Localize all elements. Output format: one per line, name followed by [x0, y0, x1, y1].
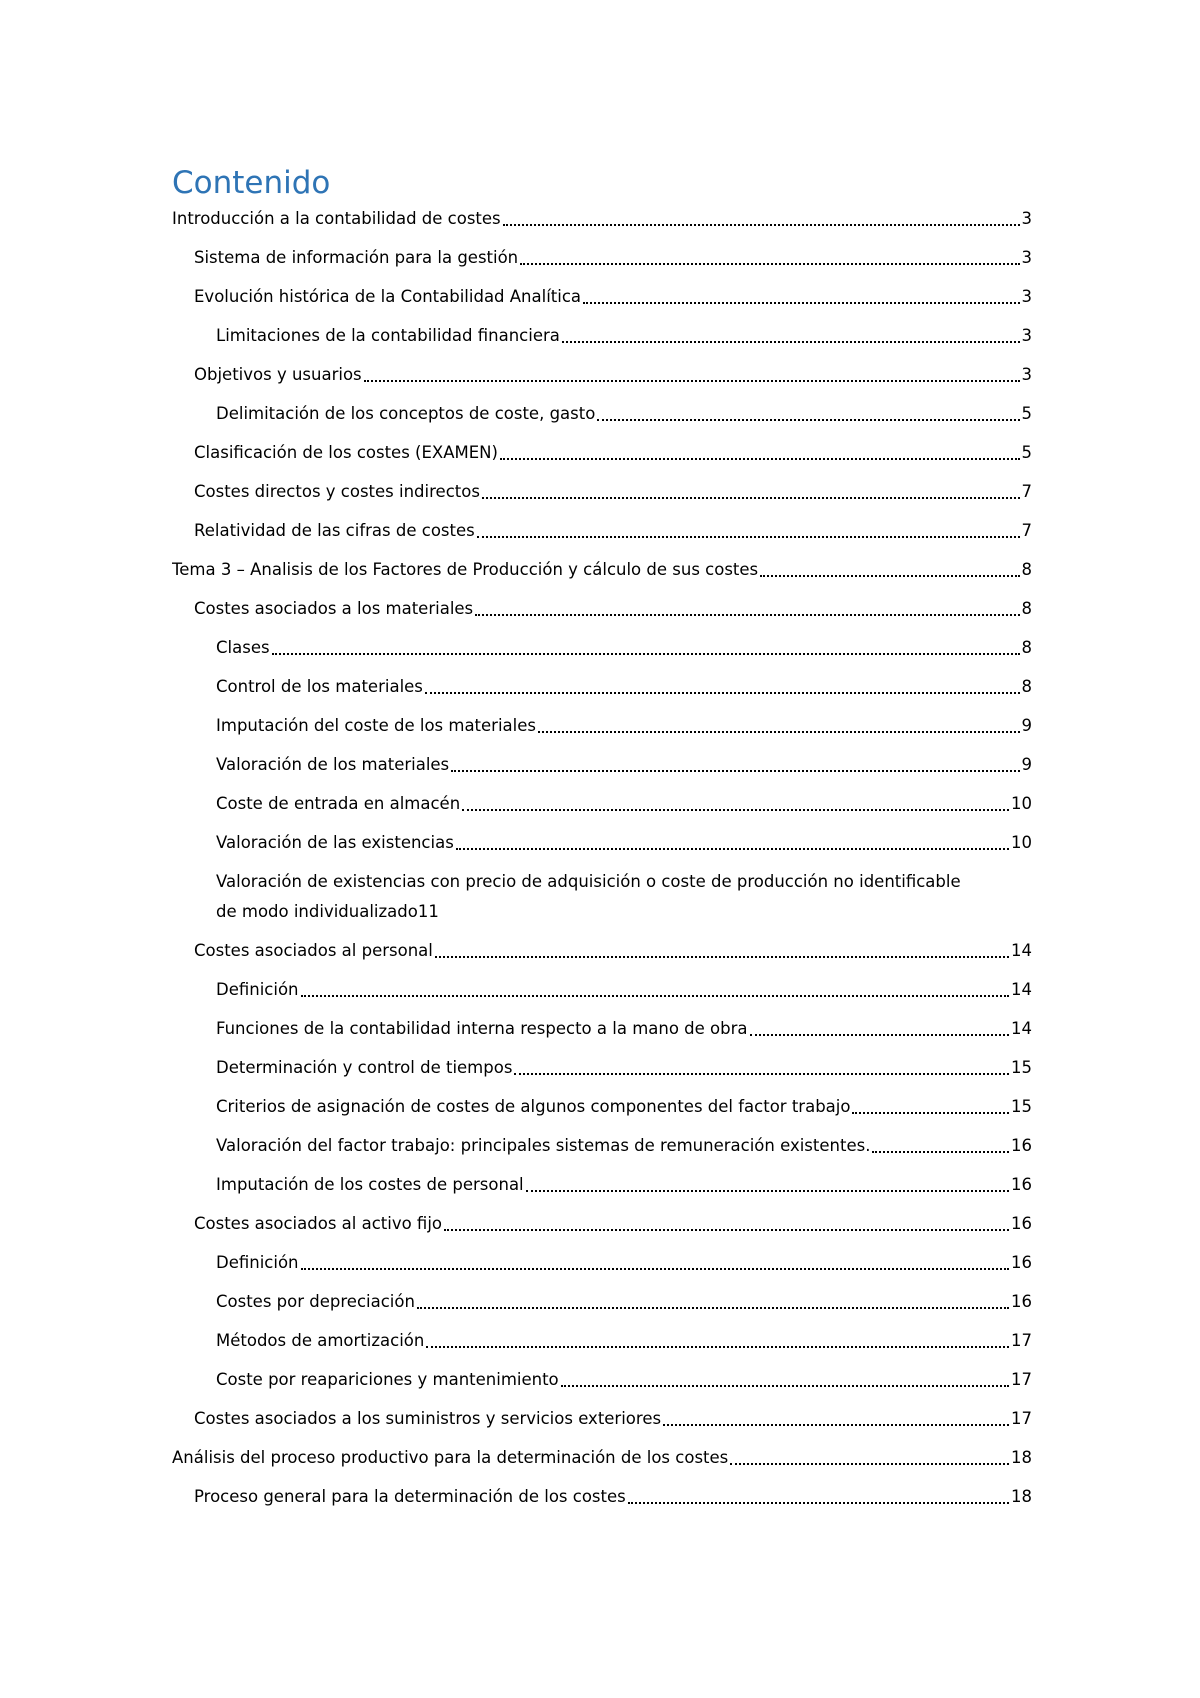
table-of-contents [172, 204, 1032, 1512]
toc-entry[interactable] [172, 624, 1032, 663]
toc-entry[interactable] [172, 1278, 1032, 1317]
toc-entry-page: 15 [1011, 1097, 1032, 1116]
toc-entry-page: 10 [1011, 833, 1032, 852]
dot-leader [514, 1073, 1009, 1075]
toc-entry-page: 18 [1011, 1448, 1032, 1467]
toc-entry[interactable] [172, 663, 1032, 702]
dot-leader [852, 1112, 1009, 1114]
toc-entry-text: Costes asociados al activo fijo [194, 1214, 443, 1233]
toc-entry-text: Clasificación de los costes (EXAMEN) [194, 443, 498, 462]
toc-entry-page: 8 [1021, 638, 1032, 657]
toc-entry-text: Coste de entrada en almacén [216, 794, 461, 813]
toc-entry[interactable] [172, 858, 1032, 927]
toc-entry-page: 16 [1011, 1175, 1032, 1194]
dot-leader [730, 1463, 1009, 1465]
toc-entry[interactable] [172, 1200, 1032, 1239]
toc-entry[interactable] [172, 1434, 1032, 1473]
toc-entry-text: Control de los materiales [216, 677, 423, 696]
toc-entry[interactable] [172, 1395, 1032, 1434]
toc-entry-text: Tema 3 – Analisis de los Factores de Producción y cálculo de sus costes [172, 560, 759, 579]
toc-entry[interactable] [172, 234, 1032, 273]
toc-entry-text: Determinación y control de tiempos [216, 1058, 513, 1077]
toc-entry-text: Valoración de los materiales [216, 755, 450, 774]
toc-entry[interactable] [172, 1122, 1032, 1161]
toc-entry-text: Costes directos y costes indirectos [194, 482, 480, 501]
toc-entry-page: 16 [1011, 1292, 1032, 1311]
toc-entry[interactable] [172, 1317, 1032, 1356]
dot-leader [444, 1229, 1009, 1231]
toc-entry-page: 15 [1011, 1058, 1032, 1077]
toc-entry-page: 5 [1021, 443, 1032, 462]
toc-entry-text: Coste por reapariciones y mantenimiento [216, 1370, 559, 1389]
toc-entry-page: 3 [1021, 365, 1032, 384]
toc-entry[interactable] [172, 585, 1032, 624]
toc-entry-text: Análisis del proceso productivo para la determinación de los costes [172, 1448, 729, 1467]
dot-leader [425, 692, 1020, 694]
dot-leader [561, 1385, 1009, 1387]
toc-entry-text: Costes asociados a los materiales [194, 599, 474, 618]
dot-leader [417, 1307, 1009, 1309]
dot-leader [562, 341, 1020, 343]
toc-entry[interactable] [172, 702, 1032, 741]
toc-entry-text: Introducción a la contabilidad de costes [172, 209, 501, 228]
dot-leader [538, 731, 1020, 733]
toc-entry-text: Objetivos y usuarios [194, 365, 362, 384]
toc-entry-page: 9 [1021, 755, 1032, 774]
toc-entry-page: 7 [1021, 482, 1032, 501]
dot-leader [272, 653, 1020, 655]
toc-entry[interactable] [172, 927, 1032, 966]
toc-entry-page: 5 [1021, 404, 1032, 423]
dot-leader [301, 995, 1010, 997]
dot-leader [477, 536, 1020, 538]
toc-entry-page: 8 [1021, 677, 1032, 696]
dot-leader [462, 809, 1009, 811]
toc-entry[interactable] [172, 741, 1032, 780]
toc-entry[interactable] [172, 468, 1032, 507]
dot-leader [520, 263, 1019, 265]
toc-entry-text: Definición [216, 980, 299, 999]
toc-entry-page: 8 [1021, 560, 1032, 579]
toc-entry-page: 17 [1011, 1370, 1032, 1389]
dot-leader [435, 956, 1009, 958]
toc-entry-text: Definición [216, 1253, 299, 1272]
dot-leader [872, 1151, 1009, 1153]
toc-entry-text: Valoración de existencias con precio de adquisición o coste de producción no identificable [216, 872, 961, 891]
dot-leader [597, 419, 1019, 421]
toc-entry[interactable] [172, 429, 1032, 468]
toc-entry-page: 16 [1011, 1253, 1032, 1272]
dot-leader [503, 224, 1020, 226]
toc-entry-page: 10 [1011, 794, 1032, 813]
toc-entry-text: Costes por depreciación [216, 1292, 415, 1311]
dot-leader [750, 1034, 1009, 1036]
dot-leader [500, 458, 1020, 460]
toc-entry-text: Costes asociados al personal [194, 941, 433, 960]
toc-entry-text: Clases [216, 638, 270, 657]
toc-entry-page: 14 [1011, 1019, 1032, 1038]
dot-leader [451, 770, 1019, 772]
toc-entry[interactable] [172, 312, 1032, 351]
toc-entry[interactable] [172, 390, 1032, 429]
toc-entry-text: Imputación del coste de los materiales [216, 716, 536, 735]
toc-entry-page: 14 [1011, 980, 1032, 999]
dot-leader [456, 848, 1009, 850]
toc-entry[interactable] [172, 1044, 1032, 1083]
toc-entry[interactable] [172, 546, 1032, 585]
dot-leader [663, 1424, 1009, 1426]
toc-heading: Contenido [172, 165, 331, 201]
toc-entry[interactable] [172, 1239, 1032, 1278]
toc-entry[interactable] [172, 1356, 1032, 1395]
toc-entry-page: 8 [1021, 599, 1032, 618]
toc-entry-page: 7 [1021, 521, 1032, 540]
toc-entry[interactable] [172, 204, 1032, 234]
dot-leader [301, 1268, 1010, 1270]
toc-entry-page: 16 [1011, 1214, 1032, 1233]
toc-entry-page: 3 [1021, 287, 1032, 306]
toc-entry-text: Delimitación de los conceptos de coste, gasto [216, 404, 596, 423]
dot-leader [364, 380, 1020, 382]
toc-entry[interactable] [172, 507, 1032, 546]
toc-entry[interactable] [172, 819, 1032, 858]
toc-entry[interactable] [172, 1005, 1032, 1044]
toc-entry[interactable] [172, 273, 1032, 312]
toc-entry[interactable] [172, 1083, 1032, 1122]
toc-entry[interactable] [172, 1473, 1032, 1512]
toc-entry-text: Imputación de los costes de personal [216, 1175, 524, 1194]
toc-entry-page: 16 [1011, 1136, 1032, 1155]
toc-entry-page: 9 [1021, 716, 1032, 735]
dot-leader [482, 497, 1020, 499]
toc-entry-page: 14 [1011, 941, 1032, 960]
toc-entry-text-continued: de modo individualizado [216, 902, 418, 921]
dot-leader [583, 302, 1019, 304]
toc-entry-text: Costes asociados a los suministros y servicios exteriores [194, 1409, 662, 1428]
toc-entry-text: Criterios de asignación de costes de algunos componentes del factor trabajo [216, 1097, 851, 1116]
toc-entry-text: Valoración del factor trabajo: principales sistemas de remuneración existentes. [216, 1136, 871, 1155]
toc-entry-text: Métodos de amortización [216, 1331, 425, 1350]
dot-leader [426, 1346, 1009, 1348]
toc-entry-text: Funciones de la contabilidad interna respecto a la mano de obra [216, 1019, 748, 1038]
toc-entry[interactable] [172, 780, 1032, 819]
dot-leader [628, 1502, 1009, 1504]
toc-entry[interactable] [172, 966, 1032, 1005]
toc-entry-text: Limitaciones de la contabilidad financiera [216, 326, 560, 345]
toc-entry-page: 3 [1021, 209, 1032, 228]
toc-entry-text: Relatividad de las cifras de costes [194, 521, 475, 540]
dot-leader [475, 614, 1019, 616]
toc-entry-page: 17 [1011, 1409, 1032, 1428]
toc-entry-page: 3 [1021, 326, 1032, 345]
toc-entry-text: Valoración de las existencias [216, 833, 454, 852]
dot-leader [526, 1190, 1009, 1192]
toc-entry-page: 17 [1011, 1331, 1032, 1350]
toc-entry-text: Evolución histórica de la Contabilidad Analítica [194, 287, 582, 306]
toc-entry-text: Sistema de información para la gestión [194, 248, 519, 267]
toc-entry-page: 18 [1011, 1487, 1032, 1506]
toc-entry-page: 3 [1021, 248, 1032, 267]
toc-entry-text: Proceso general para la determinación de los costes [194, 1487, 626, 1506]
dot-leader [760, 575, 1019, 577]
toc-entry[interactable] [172, 351, 1032, 390]
toc-entry[interactable] [172, 1161, 1032, 1200]
toc-entry-page: 11 [417, 902, 439, 921]
